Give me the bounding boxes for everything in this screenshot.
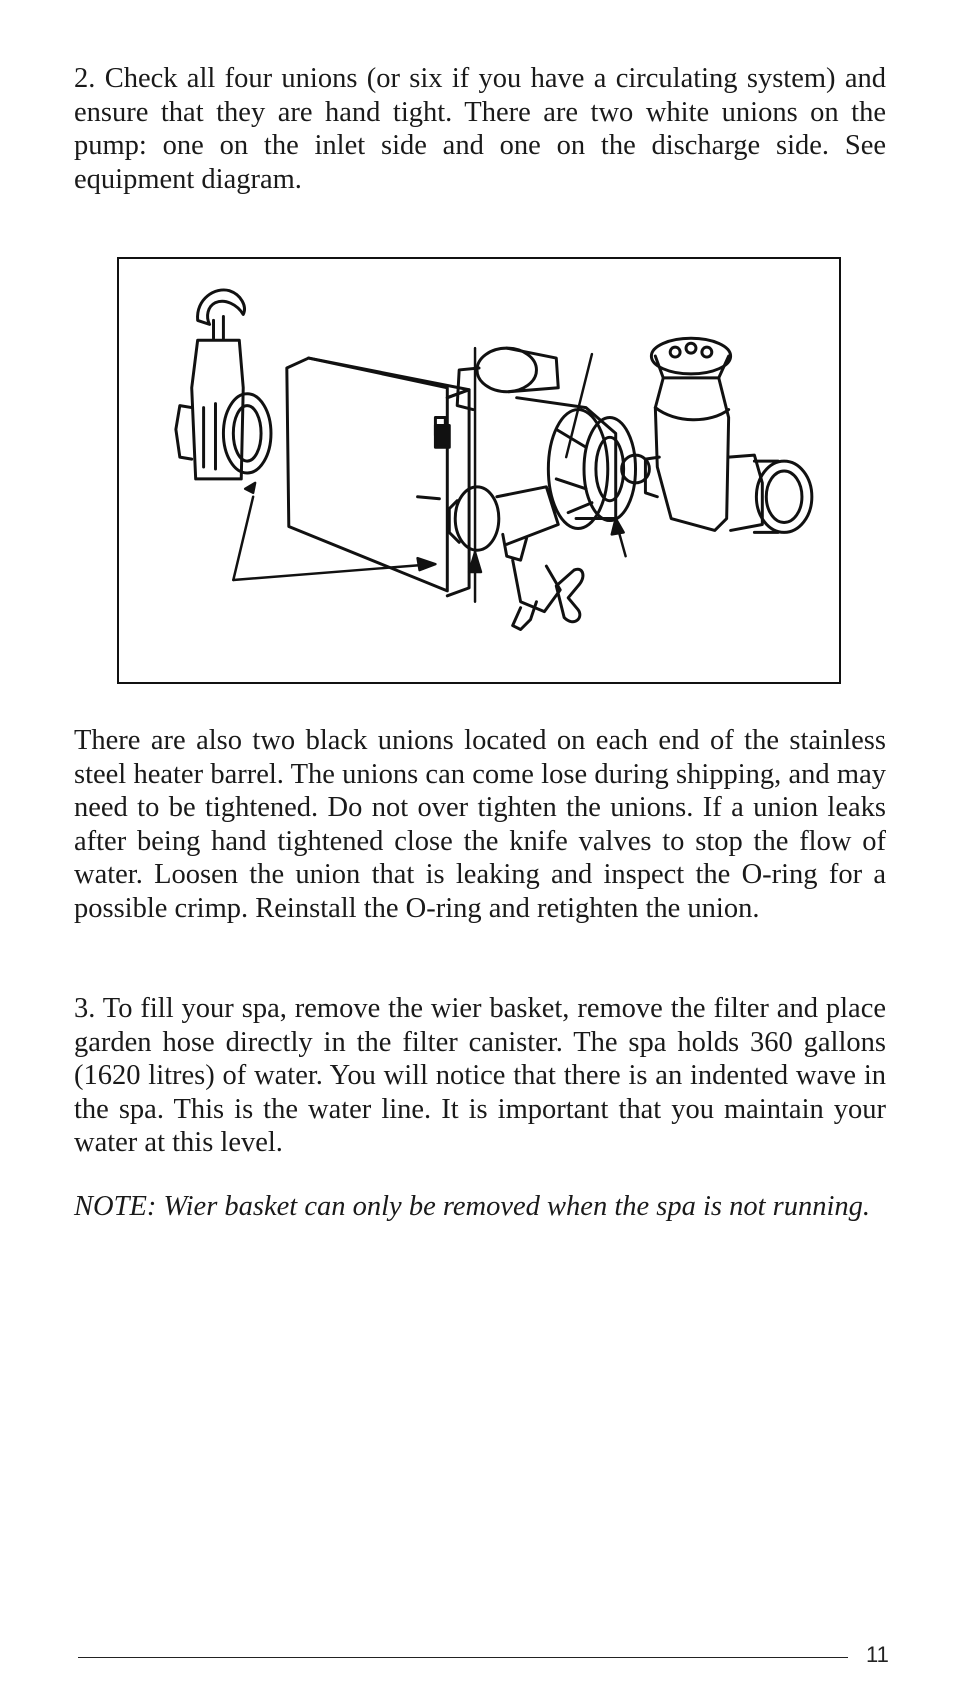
unions-paragraph: There are also two black unions located on each end of the stainless steel heater barrel. The unions can come lose during shipping, and may need to be tightened. Do not over tighten the unions. If a union leaks after being hand tightened close the knife valves to stop the flow of water. Loosen the union that is leaking and inspect the O-ring for a possible crimp. Reinstall the O-ring and retighten the union. [74, 725, 886, 924]
footer-rule [78, 1657, 848, 1658]
equipment-diagram [117, 257, 841, 684]
instruction-step-2: 2. Check all four unions (or six if you have a circulating system) and ensure that they are hand tight. There are two white unions on the pump: one on the inlet side and one on the discharge side. See equipment diagram. [74, 63, 886, 195]
page-number: 11 [866, 1642, 889, 1667]
note-text: NOTE: Wier basket can only be removed when the spa is not running. [74, 1191, 871, 1222]
equipment-diagram-drawing [119, 259, 839, 682]
knife-valve-illustration [176, 290, 271, 479]
instruction-step-3: 3. To fill your spa, remove the wier basket, remove the filter and place garden hose directly in the filter canister. The spa holds 360 gallons (1620 litres) of water. You will notice that there is an indented wave in the spa. This is the water line. It is important that you maintain your water at this level. [74, 993, 886, 1159]
gate-valve-illustration [645, 338, 811, 532]
heater-box-illustration [287, 358, 469, 596]
callout-arrows [233, 348, 625, 602]
